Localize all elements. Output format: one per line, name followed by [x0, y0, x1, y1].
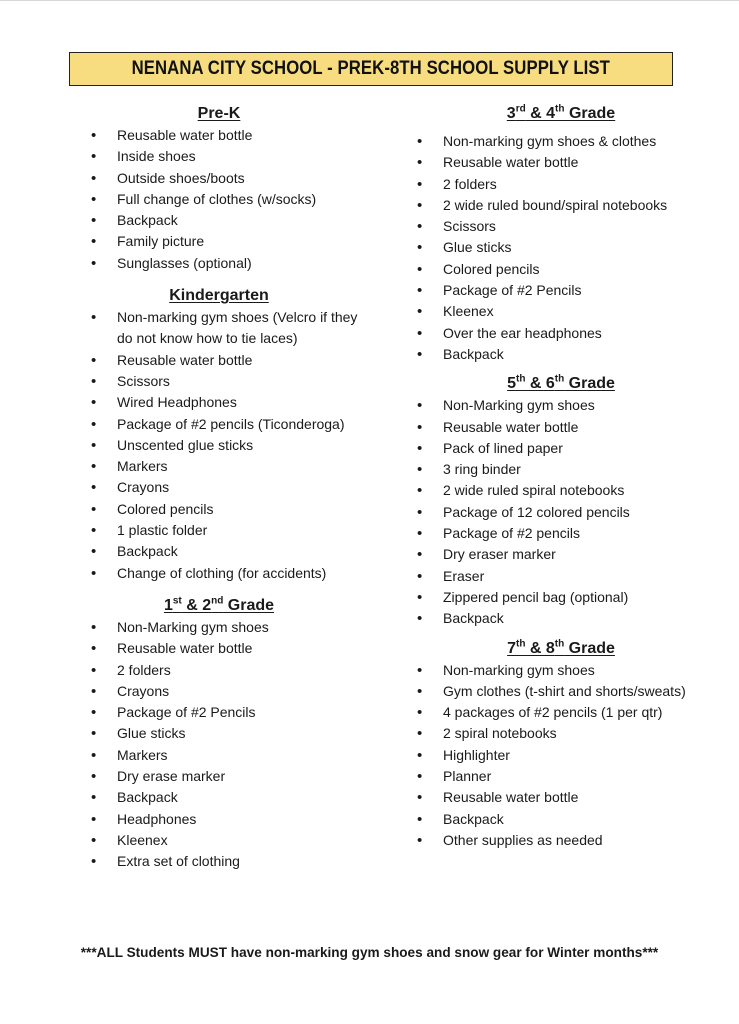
list-item: • Reusable water bottle: [90, 125, 360, 146]
top-rule: [0, 0, 739, 1]
list-item: • Eraser: [416, 566, 706, 587]
list-item: • Dry erase marker: [90, 766, 360, 787]
list-item: • Inside shoes: [90, 146, 360, 167]
list-item: • Reusable water bottle: [90, 638, 360, 659]
list-item: • Scissors: [416, 216, 706, 237]
list-item: • 4 packages of #2 pencils (1 per qtr): [416, 702, 706, 723]
list-item: • Backpack: [416, 608, 706, 629]
list-item: • Package of #2 pencils: [416, 523, 706, 544]
list-item: • Backpack: [416, 344, 706, 365]
list-item: • Dry eraser marker: [416, 544, 706, 565]
list-item: • Change of clothing (for accidents): [90, 563, 360, 584]
list-item: • Pack of lined paper: [416, 438, 706, 459]
list-item: • Kleenex: [416, 301, 706, 322]
list-item: • Wired Headphones: [90, 392, 360, 413]
list-item: • Package of #2 Pencils: [90, 702, 360, 723]
list-item: • Markers: [90, 745, 360, 766]
list-item: • Non-marking gym shoes: [416, 660, 706, 681]
left-column: [90, 103, 360, 873]
list-item: • Scissors: [90, 371, 360, 392]
list-item: • Zippered pencil bag (optional): [416, 587, 706, 608]
grade-7-8-heading: 7th & 8th Grade: [507, 638, 615, 657]
grade-5-6-heading: 5th & 6th Grade: [507, 373, 615, 393]
list-item: • Other supplies as needed: [416, 830, 706, 851]
list-item: • Outside shoes/boots: [90, 168, 360, 189]
grade-3-4-list: [416, 131, 706, 365]
prek-heading: Pre-K: [197, 105, 241, 122]
list-item: • Highlighter: [416, 745, 706, 766]
list-item: • Non-Marking gym shoes: [90, 617, 360, 638]
list-item: • Over the ear headphones: [416, 323, 706, 344]
grade-1-2-list: [90, 617, 360, 873]
list-item: • Crayons: [90, 681, 360, 702]
list-item: • 2 wide ruled spiral notebooks: [416, 480, 706, 501]
list-item: • 1 plastic folder: [90, 520, 360, 541]
list-item: • Planner: [416, 766, 706, 787]
footer-note: ***ALL Students MUST have non-marking gym shoes and snow gear for Winter months***: [80, 945, 659, 960]
grade-1-2-heading: 1st & 2nd Grade: [163, 595, 275, 614]
list-item: • Reusable water bottle: [416, 787, 706, 808]
list-item: • Non-marking gym shoes & clothes: [416, 131, 706, 152]
list-item: • Gym clothes (t-shirt and shorts/sweats): [416, 681, 706, 702]
list-item: • Kleenex: [90, 830, 360, 851]
list-item: • Headphones: [90, 809, 360, 830]
list-item: • Backpack: [416, 809, 706, 830]
list-item: • Colored pencils: [416, 259, 706, 280]
list-item: • Non-Marking gym shoes: [416, 395, 706, 416]
list-item: • Crayons: [90, 477, 360, 498]
list-item: • Markers: [90, 456, 360, 477]
list-item: • Backpack: [90, 541, 360, 562]
list-item: • Reusable water bottle: [90, 350, 360, 371]
prek-list: [90, 125, 360, 274]
page-title: NENANA CITY SCHOOL - PREK-8TH SCHOOL SUPPLY LIST: [131, 58, 611, 79]
list-item: • Package of #2 Pencils: [416, 280, 706, 301]
grade-5-6-list: [416, 395, 706, 629]
list-item: • 2 wide ruled bound/spiral notebooks: [416, 195, 706, 216]
list-item: • 2 spiral notebooks: [416, 723, 706, 744]
list-item: • Reusable water bottle: [416, 417, 706, 438]
list-item: • Colored pencils: [90, 499, 360, 520]
list-item: • Backpack: [90, 210, 360, 231]
grade-3-4-heading: 3rd & 4th Grade: [506, 103, 616, 122]
list-item: • Glue sticks: [90, 723, 360, 744]
list-item: • Backpack: [90, 787, 360, 808]
list-item: • Unscented glue sticks: [90, 435, 360, 456]
list-item: • Full change of clothes (w/socks): [90, 189, 360, 210]
list-item: • Package of 12 colored pencils: [416, 502, 706, 523]
title-banner: [69, 52, 673, 86]
list-item: • 2 folders: [90, 660, 360, 681]
list-item: • Extra set of clothing: [90, 851, 360, 872]
list-item: • Family picture: [90, 231, 360, 252]
grade-7-8-list: [416, 660, 706, 852]
list-item: • Package of #2 pencils (Ticonderoga): [90, 414, 360, 435]
list-item: • Non-marking gym shoes (Velcro if they do not know how to tie laces): [90, 307, 360, 350]
list-item: • Sunglasses (optional): [90, 253, 360, 274]
list-item: • 3 ring binder: [416, 459, 706, 480]
list-item: • Glue sticks: [416, 237, 706, 258]
list-item: • 2 folders: [416, 174, 706, 195]
list-item: • Reusable water bottle: [416, 152, 706, 173]
right-column: [416, 103, 706, 851]
kindergarten-heading: Kindergarten: [169, 287, 269, 305]
kindergarten-list: [90, 307, 360, 584]
